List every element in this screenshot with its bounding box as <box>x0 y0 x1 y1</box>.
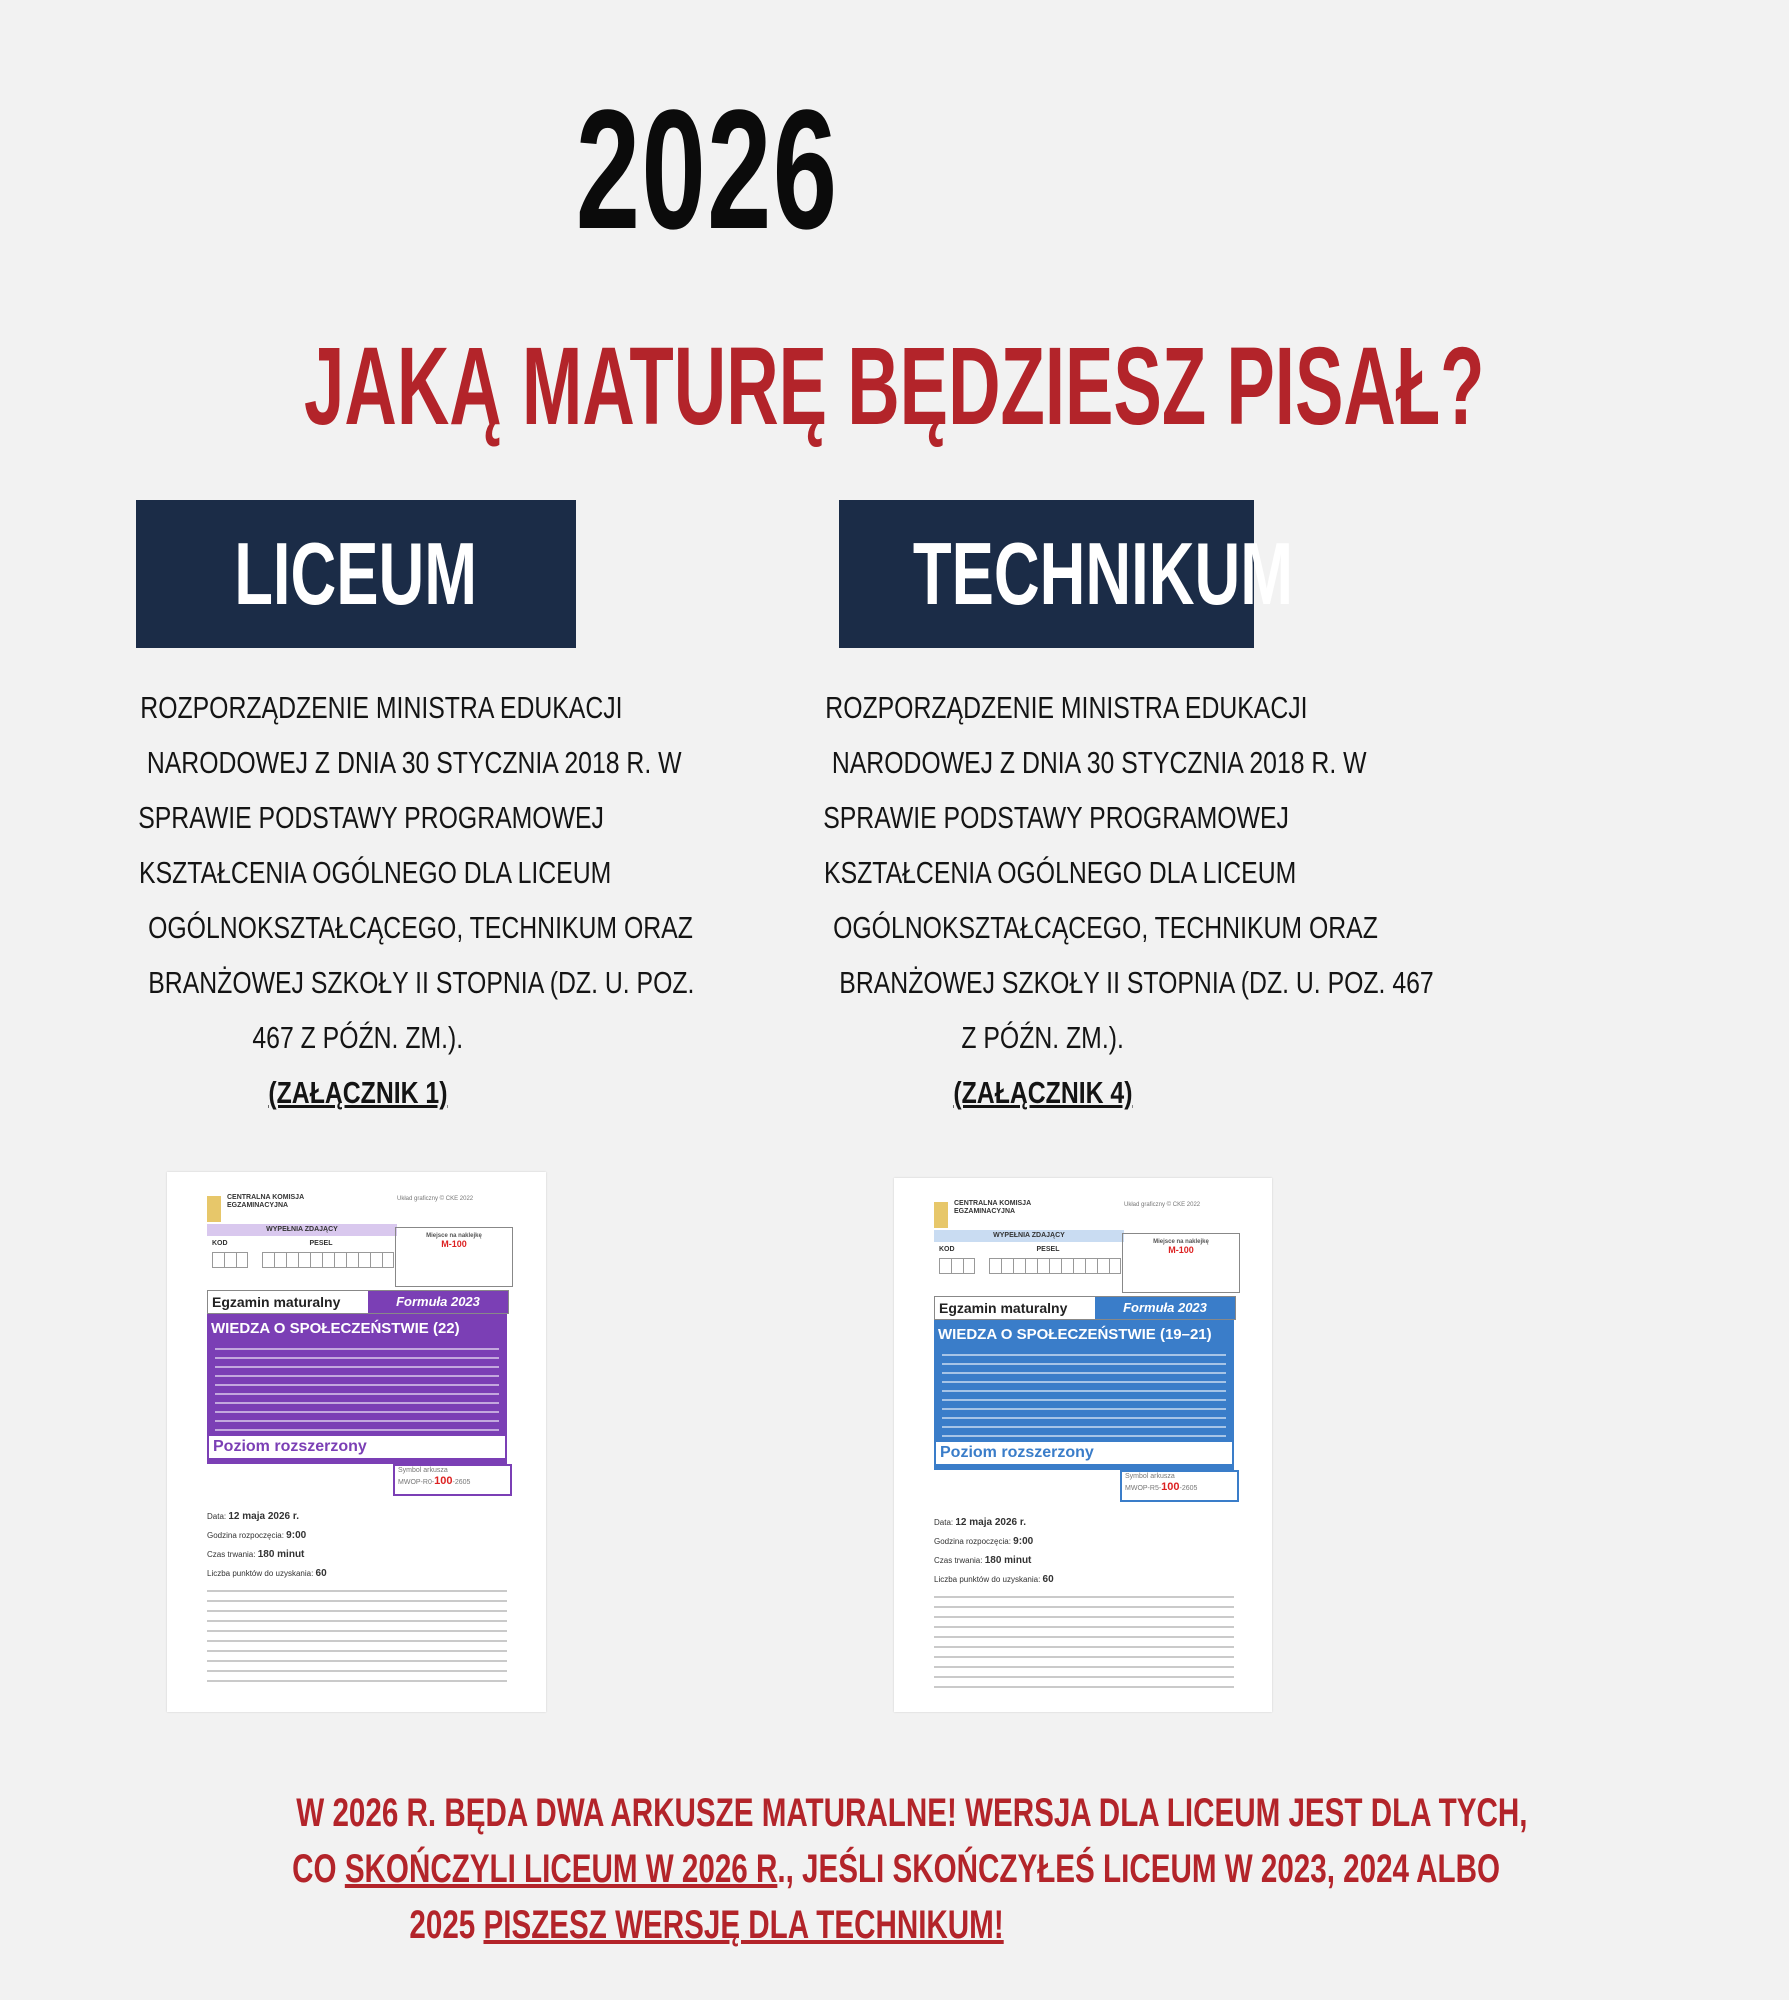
sheet-pesel-label: PESEL <box>309 1240 333 1247</box>
sheet-sticker: Miejsce na naklejkę M-100 <box>1122 1233 1240 1293</box>
sheet-info: Data: 12 maja 2026 r. Godzina rozpoczęcia: 9:00 Czas trwania: 180 minut Liczba punktów do uzyskania: 60 <box>934 1517 1054 1585</box>
sheet-instructions <box>207 1590 507 1690</box>
sheet-org: CENTRALNA KOMISJA EGZAMINACYJNA <box>227 1194 304 1209</box>
cke-logo-icon <box>207 1196 221 1222</box>
footer-underline-2: PISZESZ WERSJĘ DLA TECHNIKUM! <box>483 1903 1005 1947</box>
sheet-exam-bar: Egzamin maturalny Formuła 2023 <box>934 1296 1236 1320</box>
annex-link-technikum[interactable]: (ZAŁĄCZNIK 4) <box>952 1075 1133 1110</box>
sheet-note: Układ graficzny © CKE 2022 <box>397 1196 474 1202</box>
footer-note: W 2026 R. BĘDA DWA ARKUSZE MATURALNE! WERSJA DLA LICEUM JEST DLA TYCH, CO SKOŃCZYLI LICEUM W 2026 R., JEŚLI SKOŃCZYŁEŚ LICEUM W 2023, 2024 ALBO 2025 PISZESZ WERSJĘ DLA TECHNIKUM! <box>292 1791 1528 1947</box>
exam-sheet-technikum <box>894 1178 1272 1712</box>
sheet-kod-label: KOD <box>939 1246 955 1253</box>
sheet-pesel-boxes <box>262 1252 394 1268</box>
sheet-subject-block: WIEDZA O SPOŁECZEŃSTWIE (22) Poziom rozszerzony <box>207 1314 507 1464</box>
sheet-fill-header: WYPEŁNIA ZDAJĄCY <box>207 1224 397 1236</box>
exam-sheet-liceum <box>167 1172 546 1712</box>
badge-liceum: LICEUM <box>136 500 576 648</box>
sheet-sticker: Miejsce na naklejkę M-100 <box>395 1227 513 1287</box>
sheet-symbol: Symbol arkusza MWOP-R5-100-2605 <box>1120 1470 1239 1502</box>
cke-logo-icon <box>934 1202 948 1228</box>
footer-underline-1: SKOŃCZYLI LICEUM W 2026 R <box>344 1847 778 1891</box>
sheet-subject-block: WIEDZA O SPOŁECZEŃSTWIE (19–21) Poziom rozszerzony <box>934 1320 1234 1470</box>
sheet-symbol: Symbol arkusza MWOP-R0-100-2605 <box>393 1464 512 1496</box>
sheet-instructions <box>934 1596 1234 1696</box>
sheet-kod-label: KOD <box>212 1240 228 1247</box>
headline: JAKĄ MATURĘ BĘDZIESZ PISAŁ? <box>304 325 1485 448</box>
sheet-pesel-boxes <box>989 1258 1121 1274</box>
sheet-codes <box>939 1246 1059 1253</box>
badge-technikum: TECHNIKUM <box>839 500 1254 648</box>
sheet-org: CENTRALNA KOMISJA EGZAMINACYJNA <box>954 1200 1031 1215</box>
sheet-fill-header: WYPEŁNIA ZDAJĄCY <box>934 1230 1124 1242</box>
sheet-kod-boxes <box>212 1252 248 1268</box>
sheet-codes <box>212 1240 332 1247</box>
sheet-kod-boxes <box>939 1258 975 1274</box>
sheet-info: Data: 12 maja 2026 r. Godzina rozpoczęcia: 9:00 Czas trwania: 180 minut Liczba punktów do uzyskania: 60 <box>207 1511 327 1579</box>
sheet-pesel-label: PESEL <box>1036 1246 1060 1253</box>
annex-link-liceum[interactable]: (ZAŁĄCZNIK 1) <box>267 1075 448 1110</box>
regulation-liceum: ROZPORZĄDZENIE MINISTRA EDUKACJI NARODOWEJ Z DNIA 30 STYCZNIA 2018 R. W SPRAWIE PODSTAWY PROGRAMOWEJ KSZTAŁCENIA OGÓLNEGO DLA LICEUM OGÓLNOKSZTAŁCĄCEGO, TECHNIKUM ORAZ BRANŻOWEJ SZKOŁY II STOPNIA (DZ. U. POZ. 467 Z PÓŹN. ZM.). (ZAŁĄCZNIK 1) <box>80 680 635 1120</box>
regulation-technikum: ROZPORZĄDZENIE MINISTRA EDUKACJI NARODOWEJ Z DNIA 30 STYCZNIA 2018 R. W SPRAWIE PODSTAWY PROGRAMOWEJ KSZTAŁCENIA OGÓLNEGO DLA LICEUM OGÓLNOKSZTAŁCĄCEGO, TECHNIKUM ORAZ BRANŻOWEJ SZKOŁY II STOPNIA (DZ. U. POZ. 467 Z PÓŹN. ZM.). (ZAŁĄCZNIK 4) <box>765 680 1320 1120</box>
year-title: 2026 <box>575 75 839 265</box>
sheet-note: Układ graficzny © CKE 2022 <box>1124 1202 1201 1208</box>
sheet-exam-bar: Egzamin maturalny Formuła 2023 <box>207 1290 509 1314</box>
